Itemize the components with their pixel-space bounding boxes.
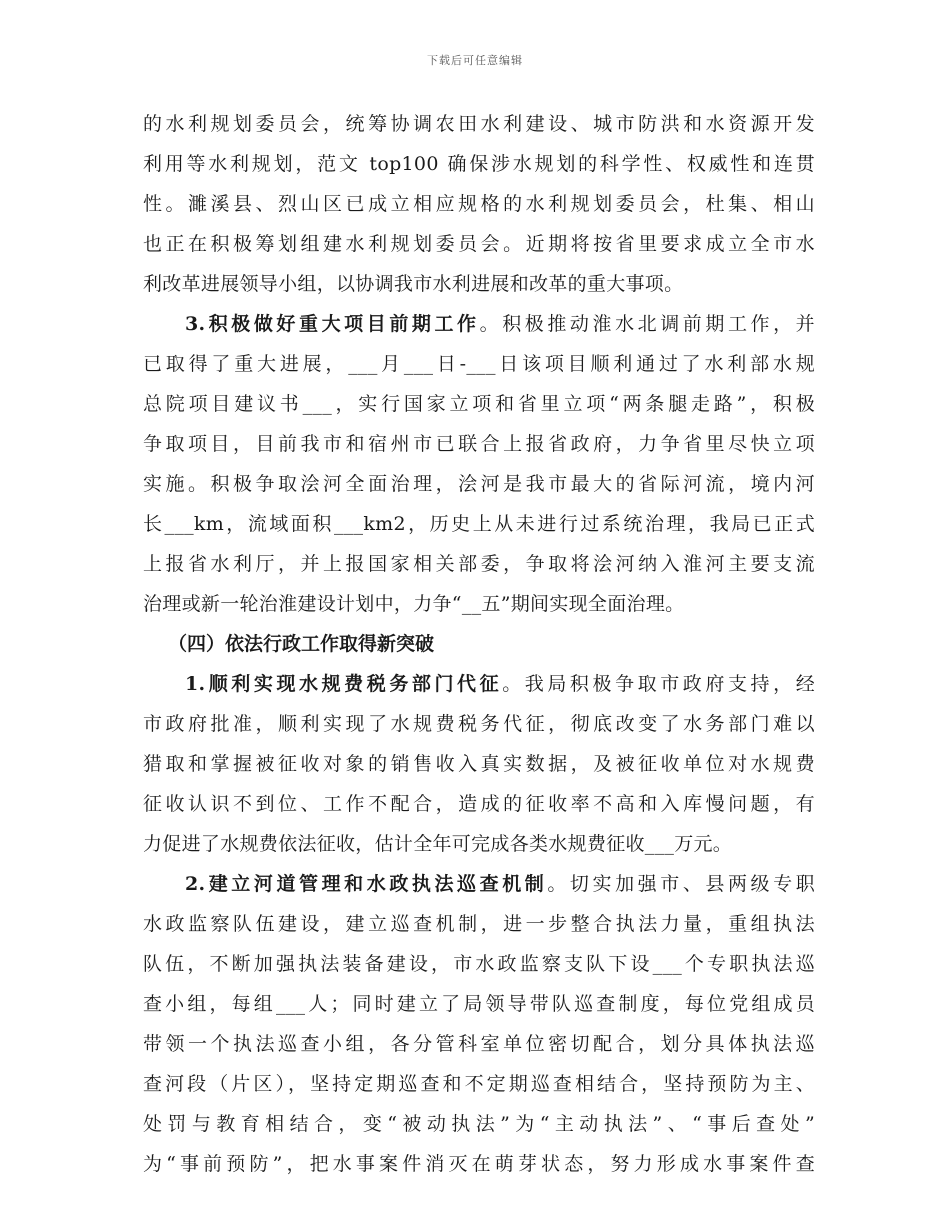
text-line: 上报省水利厅，并上报国家相关部委，争取将浍河纳入淮河主要支流 [143,553,815,575]
text-line: 查小组，每组___人；同时建立了局领导带队巡查制度，每位党组成员 [143,993,815,1015]
text-line: 长___km，流域面积___km2，历史上从未进行过系统治理，我局已正式 [143,513,815,535]
text-line: 治理或新一轮治淮建设计划中，力争“__五”期间实现全面治理。 [143,593,685,615]
text-line [143,304,815,344]
text-line: 性。濉溪县、烈山区已成立相应规格的水利规划委员会，杜集、相山 [143,193,815,215]
text-line: 市政府批准，顺利实现了水规费税务代征，彻底改变了水务部门难以 [143,713,815,735]
paragraph-river-patrol [143,864,815,1184]
text-line: 水政监察队伍建设，建立巡查机制，进一步整合执法力量，重组执法 [143,913,815,935]
paragraph-major-projects [143,304,815,624]
paragraph-tax-collection [143,664,815,864]
text-line: 带领一个执法巡查小组，各分管科室单位密切配合，划分具体执法巡 [143,1033,815,1055]
text-line: 征收认识不到位、工作不配合，造成的征收率不高和入库慢问题，有 [143,793,815,815]
paragraph-water-planning [143,104,815,304]
text-line: 总院项目建议书___，实行国家立项和省里立项“两条腿走路”，积极 [143,393,815,415]
section-heading: （四）依法行政工作取得新突破 [168,633,435,655]
text-line: 查河段（片区），坚持定期巡查和不定期巡查相结合，坚持预防为主、 [143,1073,815,1095]
item-heading: 1.顺利实现水规费税务部门代征 [185,673,503,695]
text-line [143,864,815,904]
text-line: 实施。积极争取浍河全面治理，浍河是我市最大的省际河流，境内河 [143,473,815,495]
text-line: 争取项目，目前我市和宿州市已联合上报省政府，力争省里尽快立项 [143,433,815,455]
text-line: 利用等水利规划，范文 top100 确保涉水规划的科学性、权威性和连贯 [143,153,815,175]
text-line: 为“事前预防”，把水事案件消灭在萌芽状态，努力形成水事案件查 [143,1153,815,1175]
page-header: 下载后可任意编辑 [427,54,523,67]
item-heading-rest: 。切实加强市、县两级专职 [547,873,815,895]
text-line: 已取得了重大进展，___月___日-___日该项目顺利通过了水利部水规 [143,353,815,375]
text-line: 队伍，不断加强执法装备建设，市水政监察支队下设___个专职执法巡 [143,953,815,975]
text-line: 也正在积极筹划组建水利规划委员会。近期将按省里要求成立全市水 [143,233,815,255]
item-heading-rest: 。积极推动淮水北调前期工作，并 [479,313,815,335]
item-heading-rest: 。我局积极争取市政府支持，经 [502,673,815,695]
text-line: 处罚与教育相结合，变“被动执法”为“主动执法”、“事后查处” [143,1113,815,1135]
item-heading: 3.积极做好重大项目前期工作 [185,313,480,335]
text-line: 利改革进展领导小组，以协调我市水利进展和改革的重大事项。 [143,273,684,295]
text-line: 猎取和掌握被征收对象的销售收入真实数据，及被征收单位对水规费 [143,753,815,775]
item-heading: 2.建立河道管理和水政执法巡查机制 [185,873,548,895]
text-line: 的水利规划委员会，统筹协调农田水利建设、城市防洪和水资源开发 [143,113,815,135]
document-body [143,104,815,1184]
text-line [143,664,815,704]
text-line: 力促进了水规费依法征收，估计全年可完成各类水规费征收___万元。 [143,833,733,855]
